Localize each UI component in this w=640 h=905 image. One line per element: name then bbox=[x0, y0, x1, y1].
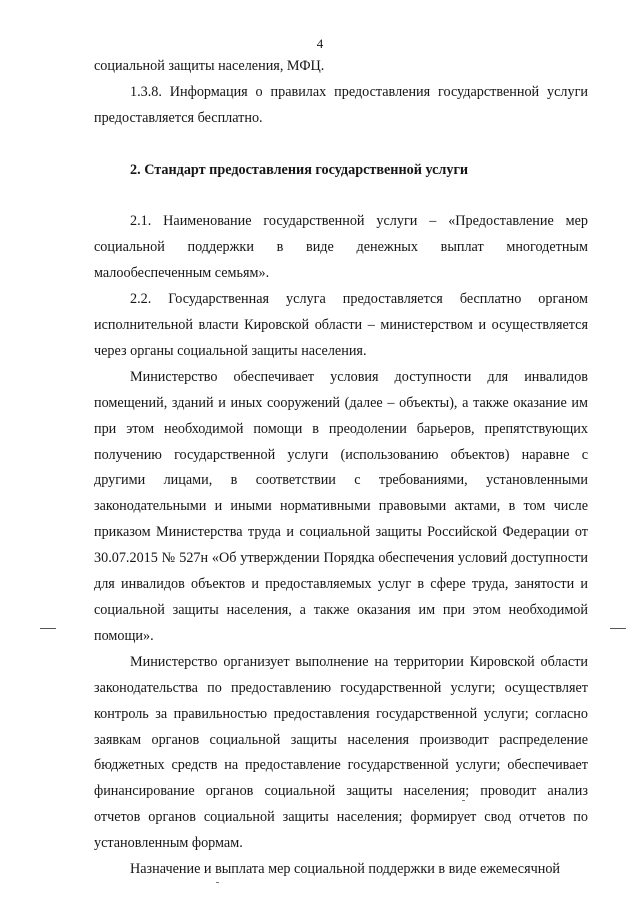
right-margin-mark bbox=[610, 628, 626, 629]
paragraph-2-1: 2.1. Наименование государственной услуги – «Предоставление мер социальной поддержки в виде денежных выплат многодетным малообеспеченным семьям». bbox=[94, 213, 588, 282]
page-number: 4 bbox=[316, 36, 324, 51]
document-body bbox=[94, 54, 588, 883]
scan-speck bbox=[462, 800, 465, 801]
paragraph-continuation: социальной защиты населения, МФЦ. bbox=[94, 58, 325, 74]
section-heading: 2. Стандарт предоставления государственной услуги bbox=[130, 161, 469, 178]
paragraph-accessibility: Министерство обеспечивает условия доступности для инвалидов помещений, зданий и иных сооружений (далее – объекты), а также оказание им при этом необходимой помощи в преодолении барьеров, препятствующих получению государственной услуги (использованию объектов) наравне с другими лицами, в соответствии с требованиями, установленными законодательными и иными нормативными правовыми актами, в том числе приказом Министерства труда и социальной защиты Российской Федерации от 30.07.2015 № 527н «Об утверждении Порядка обеспечения условий доступности для инвалидов объектов и предоставляемых услуг в сфере труда, занятости и социальной защиты населения, а также оказания им при этом необходимой помощи». bbox=[94, 368, 588, 644]
paragraph-2-2: 2.2. Государственная услуга предоставляется бесплатно органом исполнительной власти Кировской области – министерством и осуществляется через органы социальной защиты населения. bbox=[94, 291, 588, 359]
paragraph-ministry-duties: Министерство организует выполнение на территории Кировской области законодательства по предоставлению государственной услуги; осуществляет контроль за правильностью предоставления государственной услуги; согласно заявкам органов социальной защиты населения производит распределение бюджетных средств на предоставление государственной услуги; обеспечивает финансирование органов социальной защиты населения; проводит анализ отчетов органов социальной защиты населения; формирует свод отчетов по установленным формам. bbox=[94, 653, 588, 852]
paragraph-payment: Назначение и выплата мер социальной поддержки в виде ежемесячной bbox=[130, 861, 561, 878]
left-margin-mark bbox=[40, 628, 56, 629]
paragraph-1-3-8: 1.3.8. Информация о правилах предоставления государственной услуги предоставляется бесплатно. bbox=[94, 83, 588, 126]
scan-speck bbox=[216, 882, 219, 883]
